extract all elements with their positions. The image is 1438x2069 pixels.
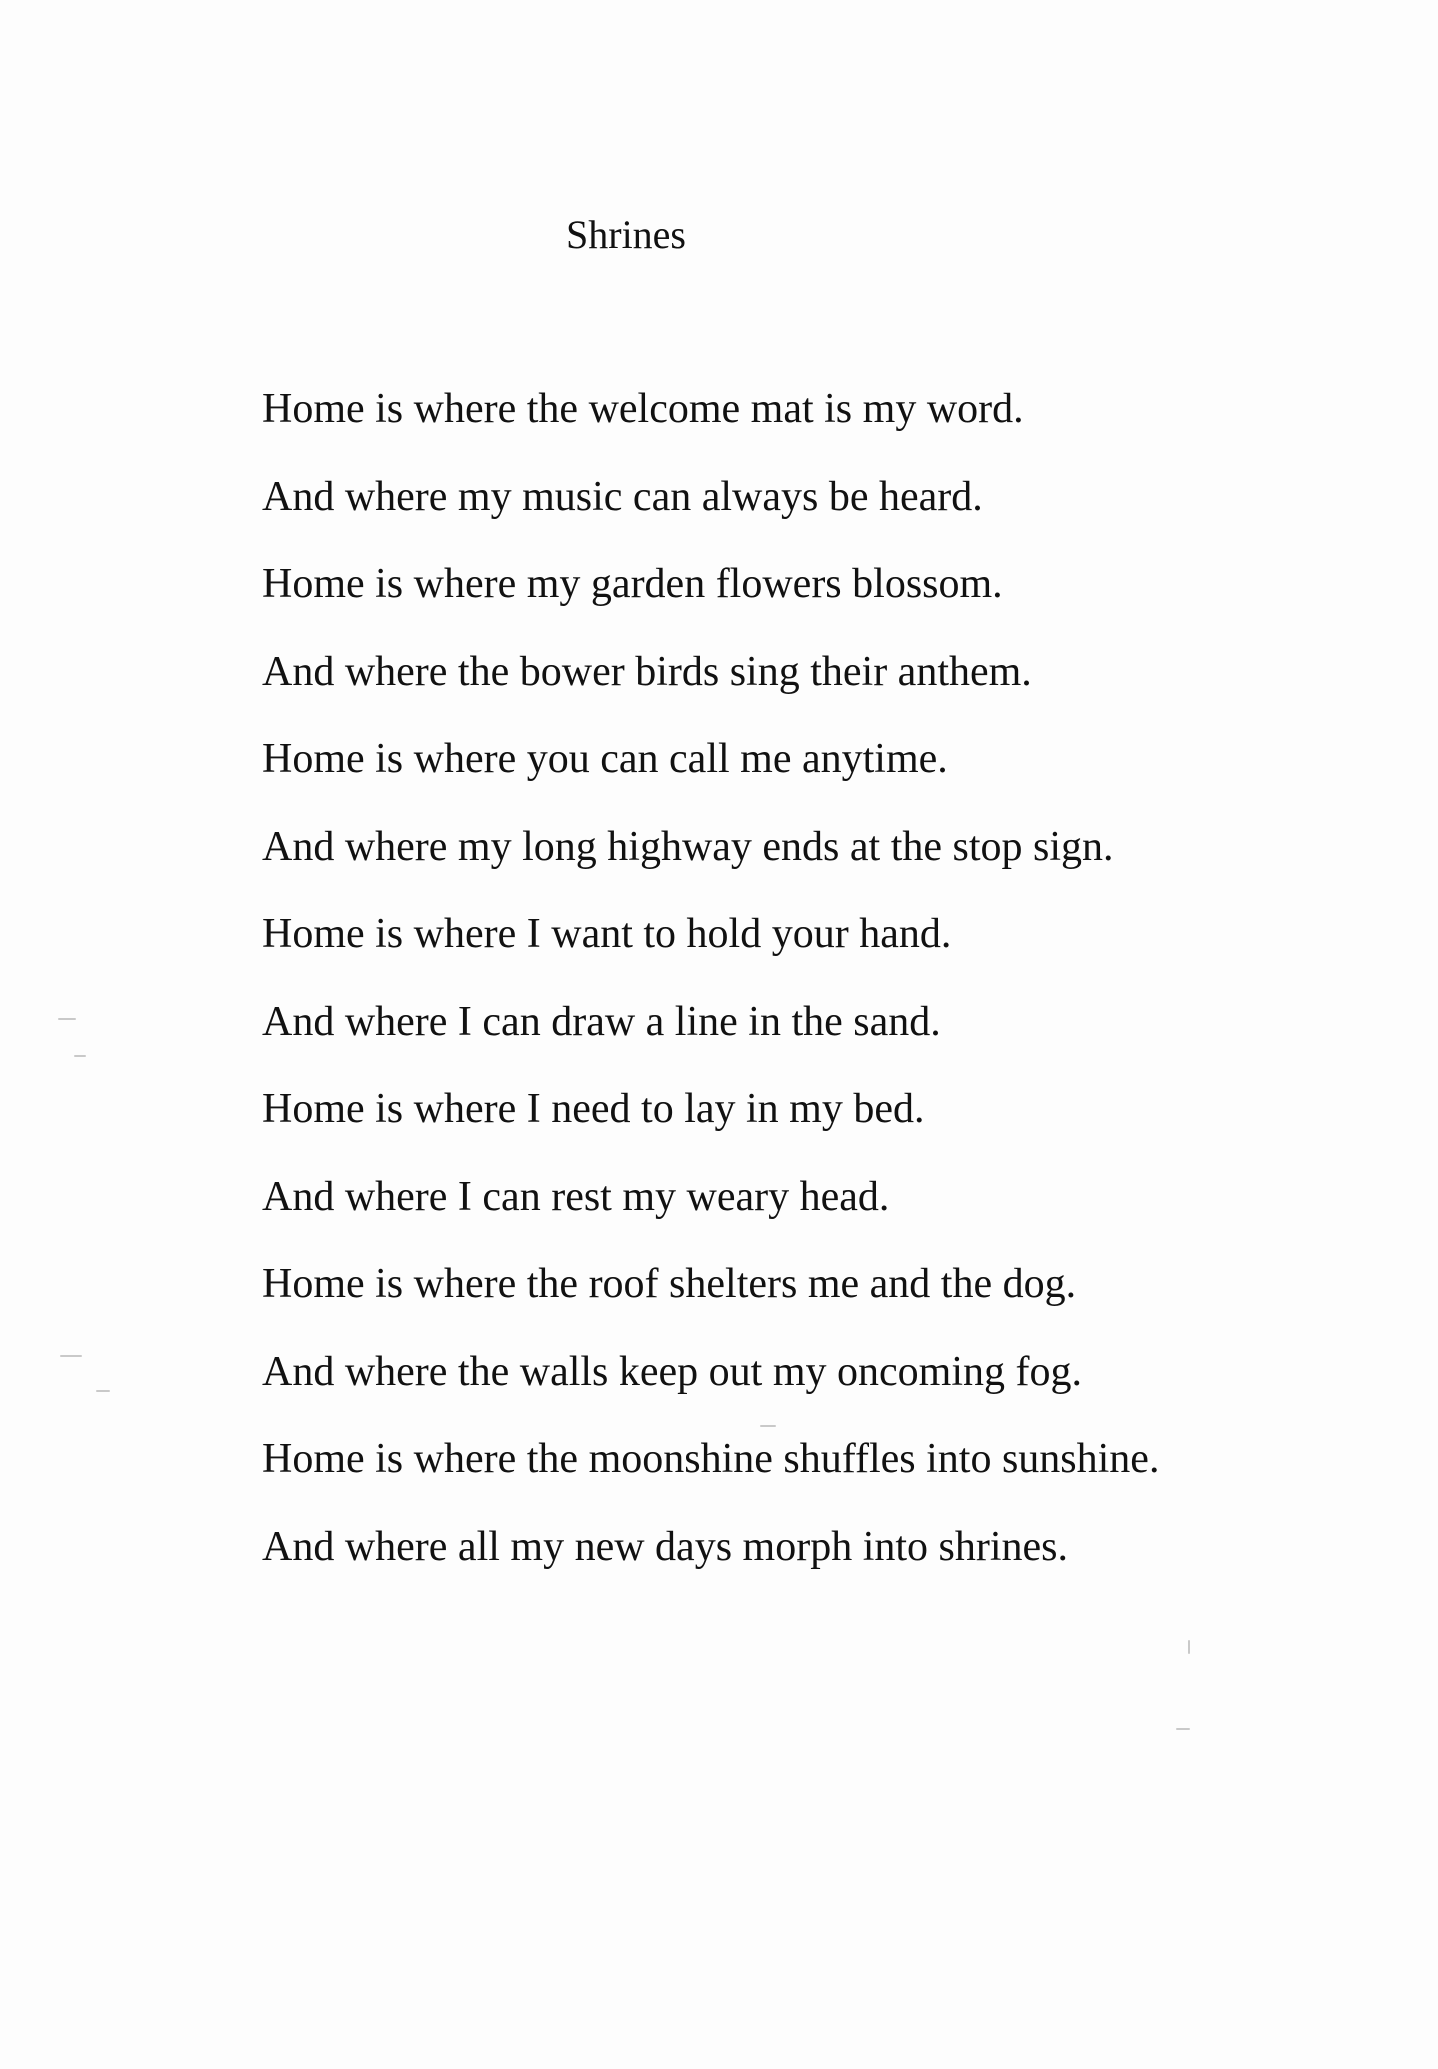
scan-speck — [1176, 1728, 1190, 1730]
poem-line: And where the walls keep out my oncoming fog. — [262, 1348, 1082, 1395]
poem-line: Home is where the roof shelters me and the dog. — [262, 1261, 1077, 1307]
poem-line: Home is where you can call me anytime. — [262, 736, 948, 782]
poem-title: Shrines — [566, 212, 686, 257]
scan-speck — [60, 1355, 82, 1357]
poem-line: And where the bower birds sing their anthem. — [262, 648, 1032, 695]
poem-line: And where all my new days morph into shrines. — [262, 1523, 1069, 1570]
poem-line: Home is where I want to hold your hand. — [262, 911, 952, 957]
scan-speck — [58, 1018, 76, 1020]
poem-line: Home is where my garden flowers blossom. — [262, 561, 1003, 607]
poem-line: And where I can draw a line in the sand. — [262, 998, 941, 1045]
poem-line: And where I can rest my weary head. — [262, 1173, 890, 1220]
scan-speck — [96, 1390, 110, 1392]
poem-line: And where my long highway ends at the stop sign. — [262, 823, 1114, 870]
poem-line: Home is where I need to lay in my bed. — [262, 1086, 925, 1132]
poem-line: And where my music can always be heard. — [262, 473, 983, 520]
poem-line: Home is where the welcome mat is my word. — [262, 386, 1024, 432]
poem-body — [262, 380, 1159, 1605]
scan-speck — [74, 1055, 86, 1057]
scan-speck — [1188, 1640, 1190, 1654]
poem-line: Home is where the moonshine shuffles into sunshine. — [262, 1436, 1160, 1482]
